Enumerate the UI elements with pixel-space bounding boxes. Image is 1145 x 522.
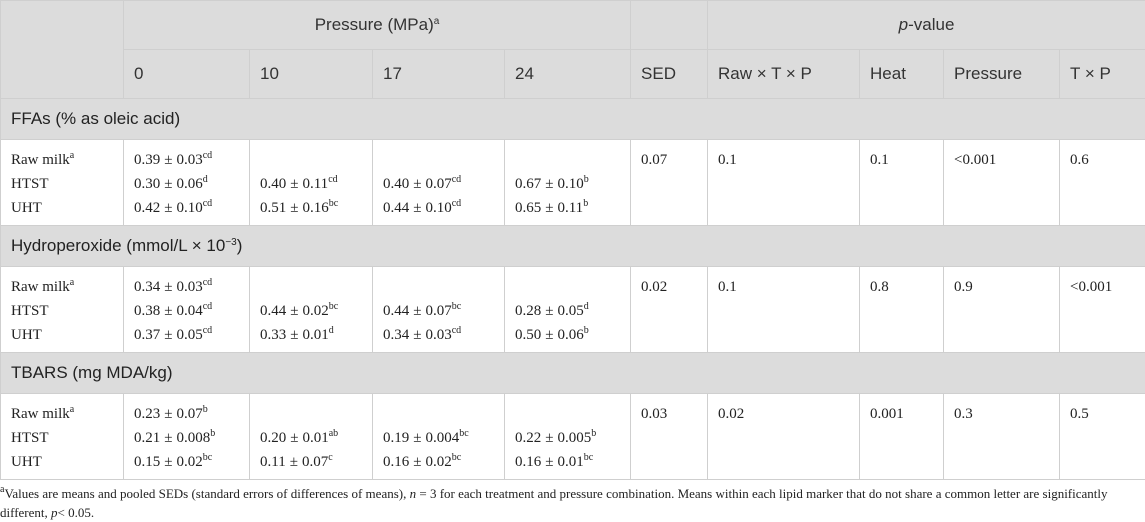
pvalue: 0.1 <box>718 152 737 168</box>
section-header-row <box>1 99 1145 140</box>
mean-se-value: 0.16 ± 0.01$^{bc}$ <box>515 452 594 470</box>
pressure-value-cell <box>250 394 373 480</box>
empty-line <box>260 275 372 299</box>
mean-se-value: 0.23 ± 0.07$^b$ <box>134 404 208 422</box>
mean-se-value: 0.16 ± 0.02$^{bc}$ <box>383 452 462 470</box>
pvalue-cell <box>1060 140 1145 226</box>
mean-se-value: 0.15 ± 0.02$^{bc}$ <box>134 452 213 470</box>
pvalue-cell <box>860 394 944 480</box>
pvalue-cell <box>1060 267 1145 353</box>
pressure-value-cell <box>505 140 631 226</box>
pvalue: 0.3 <box>954 406 973 422</box>
treatment-label: UHT <box>11 454 42 470</box>
pvalue: <0.001 <box>1070 279 1113 295</box>
treatment-label: HTST <box>11 303 49 319</box>
pressure-value-cell <box>250 267 373 353</box>
pvalue-cell <box>944 267 1060 353</box>
pressure-value-cell <box>124 140 250 226</box>
mean-se-value: 0.37 ± 0.05$^{cd}$ <box>134 325 213 343</box>
treatment-labels <box>1 394 124 480</box>
data-row <box>1 140 1145 226</box>
pvalue-cell <box>708 140 860 226</box>
sed-value-cell <box>631 140 708 226</box>
pvalue-col-header: Heat <box>860 50 944 99</box>
header-row-1 <box>1 1 1145 50</box>
mean-se-value: 0.19 ± 0.004$^{bc}$ <box>383 428 469 446</box>
mean-se-value: 0.21 ± 0.008$^b$ <box>134 428 216 446</box>
sed-value: 0.07 <box>641 152 668 168</box>
sed-col-header: SED <box>631 50 708 99</box>
section-title: Hydroperoxide (mmol/L × $10^{-3}$) <box>1 226 1145 267</box>
pvalue: 0.02 <box>718 406 745 422</box>
mean-se-value: 0.40 ± 0.11$^{cd}$ <box>260 174 338 192</box>
pvalue: 0.6 <box>1070 152 1089 168</box>
pressure-col-header: 0 <box>124 50 250 99</box>
header-blank-cell <box>631 1 708 50</box>
pvalue-cell <box>1060 394 1145 480</box>
mean-se-value: 0.51 ± 0.16$^{bc}$ <box>260 198 339 216</box>
mean-se-value: 0.65 ± 0.11$^b$ <box>515 198 589 216</box>
mean-se-value: 0.28 ± 0.05$^d$ <box>515 301 589 319</box>
mean-se-value: 0.44 ± 0.02$^{bc}$ <box>260 301 339 319</box>
data-row <box>1 267 1145 353</box>
treatment-label: Raw milk$^a$ <box>11 277 75 295</box>
header-row-2 <box>1 50 1145 99</box>
pvalue-col-header: Pressure <box>944 50 1060 99</box>
section-title: TBARS (mg MDA/kg) <box>1 353 1145 394</box>
sed-value: 0.02 <box>641 279 668 295</box>
pvalue: 0.9 <box>954 279 973 295</box>
mean-se-value: 0.34 ± 0.03$^{cd}$ <box>134 277 213 295</box>
pressure-value-cell <box>373 140 505 226</box>
pvalue-cell <box>860 140 944 226</box>
pvalue-cell <box>708 394 860 480</box>
treatment-label: UHT <box>11 327 42 343</box>
pvalue-cell <box>860 267 944 353</box>
sed-value: 0.03 <box>641 406 668 422</box>
pressure-value-cell <box>373 394 505 480</box>
mean-se-value: 0.30 ± 0.06$^d$ <box>134 174 208 192</box>
pressure-value-cell <box>124 267 250 353</box>
section-header-row <box>1 353 1145 394</box>
treatment-labels <box>1 267 124 353</box>
section-header-row <box>1 226 1145 267</box>
pressure-value-cell <box>505 267 631 353</box>
empty-line <box>383 148 504 172</box>
empty-line <box>383 402 504 426</box>
data-row <box>1 394 1145 480</box>
pvalue-cell <box>944 394 1060 480</box>
mean-se-value: 0.67 ± 0.10$^b$ <box>515 174 589 192</box>
pressure-col-header: 24 <box>505 50 631 99</box>
mean-se-value: 0.22 ± 0.005$^b$ <box>515 428 597 446</box>
mean-se-value: 0.38 ± 0.04$^{cd}$ <box>134 301 213 319</box>
pvalue: 0.5 <box>1070 406 1089 422</box>
pressure-value-cell <box>250 140 373 226</box>
pvalue: 0.001 <box>870 406 904 422</box>
treatment-labels <box>1 140 124 226</box>
empty-line <box>515 148 630 172</box>
sed-value-cell <box>631 394 708 480</box>
treatment-label: Raw milk$^a$ <box>11 150 75 168</box>
empty-line <box>260 148 372 172</box>
treatment-label: HTST <box>11 430 49 446</box>
mean-se-value: 0.50 ± 0.06$^b$ <box>515 325 589 343</box>
pvalue: 0.8 <box>870 279 889 295</box>
pressure-col-header: 10 <box>250 50 373 99</box>
header-corner-cell <box>1 1 124 99</box>
empty-line <box>515 402 630 426</box>
pvalue-col-header: T × P <box>1060 50 1145 99</box>
pressure-col-header: 17 <box>373 50 505 99</box>
pressure-value-cell <box>505 394 631 480</box>
table-footnote: $^a$Values are means and pooled SEDs (standard errors of differences of means), n = 3 for each treatment and pressure combination. Means within each lipid marker that do not share a common letter are significantly different, p< 0.05. <box>0 484 1108 520</box>
pressure-value-cell <box>124 394 250 480</box>
empty-line <box>383 275 504 299</box>
mean-se-value: 0.20 ± 0.01$^{ab}$ <box>260 428 339 446</box>
treatment-label: UHT <box>11 200 42 216</box>
pvalue-col-header: Raw × T × P <box>708 50 860 99</box>
pvalue-group-header: p-value <box>708 1 1145 50</box>
mean-se-value: 0.44 ± 0.10$^{cd}$ <box>383 198 462 216</box>
treatment-label: Raw milk$^a$ <box>11 404 75 422</box>
treatment-label: HTST <box>11 176 49 192</box>
pvalue: <0.001 <box>954 152 997 168</box>
mean-se-value: 0.42 ± 0.10$^{cd}$ <box>134 198 213 216</box>
mean-se-value: 0.44 ± 0.07$^{bc}$ <box>383 301 462 319</box>
pvalue: 0.1 <box>718 279 737 295</box>
empty-line <box>260 402 372 426</box>
mean-se-value: 0.33 ± 0.01$^d$ <box>260 325 334 343</box>
pressure-value-cell <box>373 267 505 353</box>
mean-se-value: 0.11 ± 0.07$^c$ <box>260 452 333 470</box>
sed-value-cell <box>631 267 708 353</box>
empty-line <box>515 275 630 299</box>
pvalue-cell <box>708 267 860 353</box>
mean-se-value: 0.39 ± 0.03$^{cd}$ <box>134 150 213 168</box>
mean-se-value: 0.40 ± 0.07$^{cd}$ <box>383 174 462 192</box>
section-title: FFAs (% as oleic acid) <box>1 99 1145 140</box>
mean-se-value: 0.34 ± 0.03$^{cd}$ <box>383 325 462 343</box>
pvalue-cell <box>944 140 1060 226</box>
pvalue: 0.1 <box>870 152 889 168</box>
pressure-group-header: Pressure (MPa)$^a$ <box>124 1 631 50</box>
